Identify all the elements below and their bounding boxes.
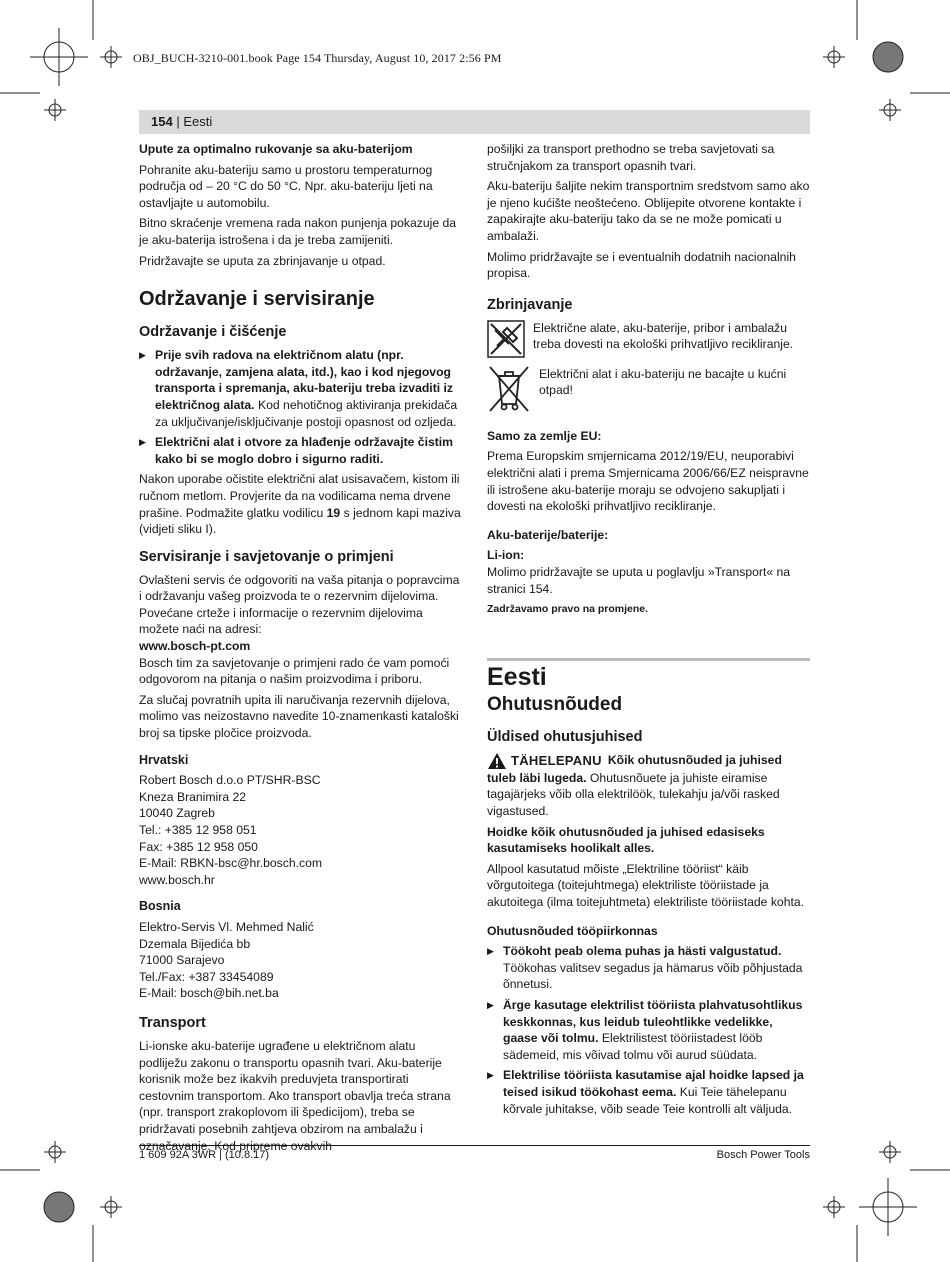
clean-text-b: s jednom kapi maziva (vidjeti sliku I). [139,505,461,537]
address-line: Fax: +385 12 958 050 [139,839,258,854]
address-line: 71000 Sarajevo [139,953,225,968]
bosnia-title: Bosnia [139,899,181,914]
address-line[interactable]: E-Mail: bosch@bih.net.ba [139,986,279,1001]
address-line: 10040 Zagreb [139,806,215,821]
bullet-1-rest: Kod nehotičnog aktiviranja prekidača za uključivanje/isključivanje postoji opasnost od ozljeda. [155,397,458,429]
disposal-row-1 [487,320,810,358]
servis-p2: Bosch tim za savjetovanje o primjeni rado će vam pomoći odgovorom na pitanja o našim proizvodima i priboru. [139,655,450,687]
hrvatski-title: Hrvatski [139,752,189,767]
zbrinjavanje-title: Zbrinjavanje [487,296,573,313]
warning-paragraph [487,752,810,820]
transport-title: Transport [139,1014,206,1031]
footer-doc-code: 1 609 92A 3WR | (10.8.17) [139,1149,270,1161]
warning-bold: Kõik ohutusnõuded ja juhised tuleb läbi lugeda. [487,752,782,785]
warning-label [487,752,602,770]
odrzavanje-subtitle: Održavanje i čišćenje [139,324,287,341]
page-header-bar: 154 | Eesti [139,110,810,134]
address-line: Tel./Fax: +387 33454089 [139,969,274,984]
address-line[interactable]: E-Mail: RBKN-bsc@hr.bosch.com [139,856,323,871]
clean-ref-num: 19 [326,505,341,520]
est-bullet-1 [487,943,810,993]
est-bullet-3-bold: Elektrilise tööriista kasutamise ajal hoidke lapsed ja teised isikud töökohast eema. [503,1068,804,1099]
eu-paragraph: Prema Europskim smjernicama 2012/19/EU, neuporabivi električni alati i prema Smjernicama 2006/66/EZ neispravne ili istrošene aku-baterije moraju se odvojeno sakupljati i dovesti na ekološki prihvatljivo recikliranje. [487,449,809,514]
disposal-text-2: Električni alat i aku-bateriju ne bacajte u kućni otpad! [539,366,787,398]
right-column [487,141,810,1121]
servis-p3: Za slučaj povratnih upita ili naručivanja rezervnih dijelova, molimo vas neizostavno navedite 10-znamenkasti kataloški broj sa tipske pločice proizvoda. [139,692,459,741]
upute-p3: Pridržavajte se uputa za zbrinjavanje u otpad. [139,253,386,268]
clean-paragraph [139,471,465,537]
servis-url[interactable]: www.bosch-pt.com [139,639,251,654]
bullet-2-bold: Električni alat i otvore za hlađenje održavajte čistim kako bi se moglo dobro i sigurno raditi. [155,435,454,466]
hoidke-paragraph: Hoidke kõik ohutusnõuded ja juhised edasiseks kasutamiseks hoolikalt alles. [487,824,765,856]
bullet-2 [139,434,465,467]
disposal-row-2 [487,364,810,414]
li-ion-paragraph: Molimo pridržavajte se uputa u poglavlju »Transport« na stranici 154. [487,564,791,596]
servis-title: Servisiranje i savjetovanje o primjeni [139,548,394,565]
est-bullet-2-rest: Elektrilistest tööriistadest lööb sädemeid, mis võivad tolmu või aurud süüdata. [503,1031,763,1062]
est-bullet-3 [487,1067,810,1117]
ohutusnouded-title: Ohutusnõuded [487,694,623,716]
upute-p1: Pohranite aku-bateriju samo u prostoru temperaturnog područja od – 20 °C do 50 °C. Npr. aku-bateriju ljeti na ostavljajte u automobilu. [139,162,433,210]
address-line: Dzemala Bijedića bb [139,936,251,951]
upute-p2: Bitno skraćenje vremena rada nakon punjenja pokazuje da je aku-baterija istrošena i da je treba zamijeniti. [139,216,457,247]
page-number: 154 [151,114,173,129]
allpool-paragraph: Allpool kasutatud mõiste „Elektriline tööriist“ käib võrgutoitega (toitejuhtmega) elektriliste tööriistade ja akutoitega (ilma toitejuhtmeta) elektriliste tööriistade kohta. [487,861,805,910]
transport-paragraph: Li-ionske aku-baterije ugrađene u električnom alatu podliježu zakonu o transportu opasnih tvari. Aku-baterije korisnik može bez ikakvih preduvjeta transportirati cestovnim transportom. Ako transport obavlja treća strana (npr. transport zrakoplovom ili špedicijom), treba se pridržavati posebnih zahtjeva obzirom na ambalažu i označavanje. Kod pripreme ovakvih [139,1038,451,1153]
warning-triangle-icon [487,752,507,770]
address-line[interactable]: www.bosch.hr [139,872,215,887]
bosnia-address [139,919,465,1002]
li-ion-title: Li-ion: [487,548,525,563]
est-bullet-2-bold: Ärge kasutage elektrilist tööriista plahvatusohtlikus keskkonnas, kus leidub tuleohtlikke vedelikke, gaase või tolmu. [503,998,803,1046]
est-bullet-2 [487,997,810,1063]
uldised-title: Üldised ohutusjuhised [487,728,643,745]
header-section: Eesti [183,114,213,129]
warning-rest: Ohutusnõuete ja juhiste eiramise tagajärjeks võib olla elektrilöök, tulekahju ja/või rasked vigastused. [487,770,780,819]
est-bullet-3-rest: Kui Teie tähelepanu kõrvale juhitakse, võib seade Teie kontrolli alt väljuda. [503,1084,793,1116]
warning-label-text: TÄHELEPANU [511,752,602,768]
address-line: Kneza Branimira 22 [139,789,247,804]
page-footer [139,1145,810,1161]
hrvatski-address [139,772,465,888]
transport-cont-1: pošiljki za transport prethodno se treba savjetovati sa stručnjakom za transport opasnih tvari. [487,142,775,173]
address-line: Elektro-Servis Vl. Mehmed Nalić [139,919,314,934]
aku-title: Aku-baterije/baterije: [487,527,609,542]
address-line: Robert Bosch d.o.o PT/SHR-BSC [139,773,321,788]
bullet-1 [139,347,465,430]
address-line: Tel.: +385 12 958 051 [139,823,257,837]
transport-cont-2: Aku-bateriju šaljite nekim transportnim sredstvom samo ako je njeno kućište neoštećeno. Oblijepite otvorene kontakte i zapakirajte aku-bateriju tako da se ne može pomicati u ambalaži. [487,179,810,243]
reserve-rights: Zadržavamo pravo na promjene. [487,603,649,616]
no-tools-in-trash-icon [487,320,525,358]
upute-title: Upute za optimalno rukovanje sa aku-baterijom [139,142,413,156]
clean-text-a: Nakon uporabe očistite električni alat usisavačem, kistom ili ručnom metlom. Provjerite da na vodilicama nema drvene prašine. Podmažite glatku vodilicu [139,472,460,520]
toopiirkond-title: Ohutusnõuded tööpiirkonnas [487,923,658,938]
disposal-text-1: Električne alate, aku-baterije, pribor i ambalažu treba dovesti na ekološki prihvatljivo recikliranje. [533,320,794,352]
bullet-1-bold: Prije svih radova na električnom alatu (npr. održavanje, zamjena alata, itd.), kao i kod njegovog transporta i spremanja, aku-bateriju treba izvaditi iz električnog alata. [155,348,453,412]
book-slug: OBJ_BUCH-3210-001.book Page 154 Thursday, August 10, 2017 2:56 PM [133,51,502,65]
transport-cont-3: Molimo pridržavajte se i eventualnih dodatnih nacionalnih propisa. [487,249,796,281]
est-bullet-1-rest: Töökohas valitsev segadus ja hämarus võib põhjustada õnnetusi. [503,960,803,992]
eesti-section [487,658,810,1117]
crossed-out-bin-icon [487,364,531,414]
footer-brand: Bosch Power Tools [716,1149,810,1161]
servis-p1: Ovlašteni servis će odgovoriti na vaša pitanja o popravcima i održavanju vašeg proizvoda te o rezervnim dijelovima. Povećane crteže i informacije o rezervnim dijelovima možete naći na adresi: [139,572,460,637]
est-bullet-1-bold: Töökoht peab olema puhas ja hästi valgustatud. [503,944,782,959]
eesti-title: Eesti [487,662,547,691]
odrzavanje-title: Održavanje i servisiranje [139,288,375,311]
eu-title: Samo za zemlje EU: [487,428,602,443]
left-column [139,141,465,1158]
